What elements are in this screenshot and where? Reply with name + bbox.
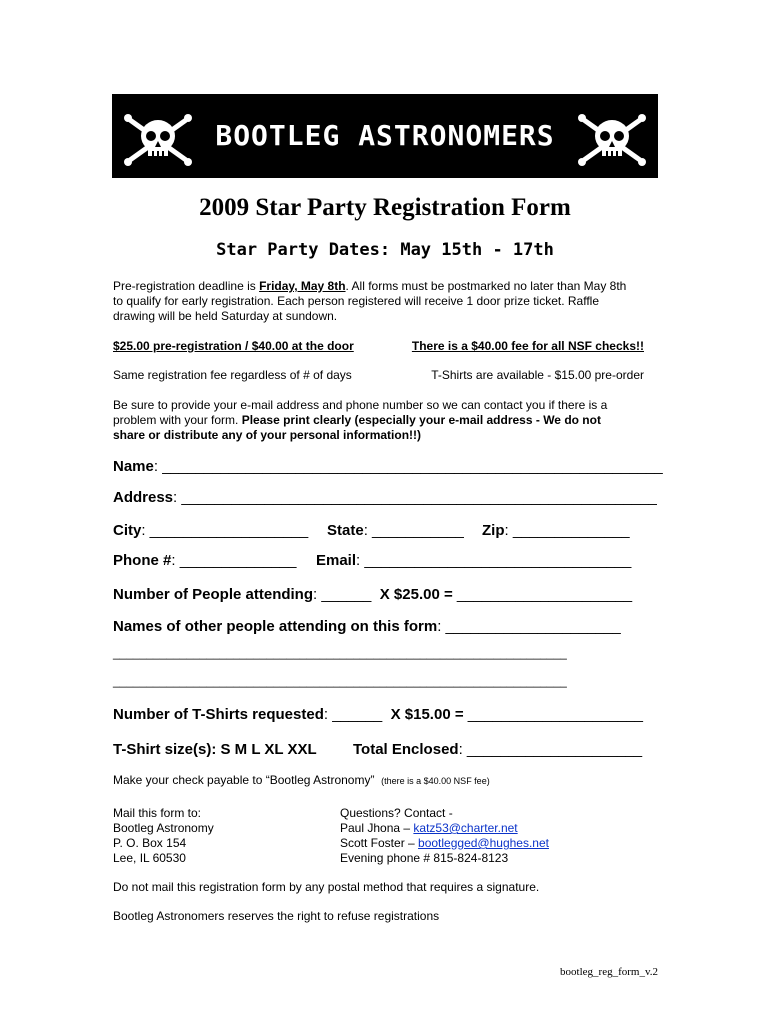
email-label: Email (316, 552, 357, 569)
contact-note-line-3: share or distribute any of your personal information!!) (113, 428, 422, 442)
city-field[interactable] (113, 522, 308, 539)
payable-note (113, 773, 490, 789)
contact-1-name: Paul Jhona – (340, 821, 414, 835)
skull-crossbones-logo-right (572, 96, 652, 176)
other-names-label: Names of other people attending on this form (113, 618, 438, 635)
people-calc: X $25.00 = (379, 586, 457, 603)
contact-2-name: Scott Foster – (340, 836, 419, 850)
total-label: Total Enclosed (353, 741, 459, 758)
contact-1 (340, 821, 518, 836)
address-field[interactable] (113, 489, 657, 506)
state-field[interactable] (327, 522, 464, 539)
contact-2-email-link[interactable]: bootlegged@hughes.net (418, 836, 549, 850)
email-blank[interactable]: : ________________________________ (356, 552, 632, 569)
nsf-fee: There is a $40.00 fee for all NSF checks!! (411, 339, 644, 353)
print-clearly-note: Please print clearly (especially your e-mail address - We do not (241, 413, 601, 427)
name-label: Name (113, 458, 154, 475)
phone-blank[interactable]: : ______________ (171, 552, 297, 569)
header-banner (112, 94, 658, 178)
city-blank[interactable]: : ___________________ (141, 522, 309, 539)
name-blank[interactable]: : ____________________________________________________________ (153, 458, 663, 475)
contact-note-text: problem with your form. (113, 413, 242, 427)
zip-field[interactable] (482, 522, 630, 539)
people-attending-field[interactable] (113, 586, 632, 603)
evening-phone: Evening phone # 815-824-8123 (340, 851, 509, 865)
tshirts-calc: X $15.00 = (390, 706, 468, 723)
contact-note-line-2 (113, 413, 601, 428)
mail-line-4: Lee, IL 60530 (113, 851, 186, 865)
intro-line-3: drawing will be held Saturday at sundown. (113, 309, 338, 323)
people-blank[interactable]: : ______ (313, 586, 372, 603)
other-names-line-3[interactable]: ____________________________________________________________________ (113, 674, 567, 688)
nsf-note: (there is a $40.00 NSF fee) (381, 776, 490, 786)
tshirt-availability: T-Shirts are available - $15.00 pre-order (431, 368, 644, 382)
intro-line-1 (113, 279, 626, 294)
contact-note-line-1: Be sure to provide your e-mail address and phone number so we can contact you if there is a (113, 398, 608, 412)
intro-text: . All forms must be postmarked no later than May 8th (345, 279, 627, 293)
name-field[interactable] (113, 458, 663, 475)
tshirt-size-field[interactable]: T-Shirt size(s): S M L XL XXL (113, 741, 317, 758)
state-label: State (327, 522, 364, 539)
address-blank[interactable]: : _________________________________________________________ (173, 489, 657, 506)
skull-crossbones-logo-left (118, 96, 198, 176)
mail-line-3: P. O. Box 154 (113, 836, 187, 850)
mail-line-2: Bootleg Astronomy (113, 821, 214, 835)
intro-text: Pre-registration deadline is (113, 279, 260, 293)
no-signature-note: Do not mail this registration form by any postal method that requires a signature. (113, 880, 540, 894)
zip-blank[interactable]: : ______________ (504, 522, 630, 539)
questions-heading: Questions? Contact - (340, 806, 453, 820)
banner-title: BOOTLEG ASTRONOMERS (215, 119, 555, 152)
intro-line-2: to qualify for early registration. Each person registered will receive 1 door prize ticket. Raffle (113, 294, 600, 308)
prereg-fee: $25.00 pre-registration / $40.00 at the door (113, 339, 354, 353)
people-label: Number of People attending (113, 586, 314, 603)
other-names-field[interactable] (113, 618, 621, 635)
star-party-dates: Star Party Dates: May 15th - 17th (216, 240, 554, 260)
phone-field[interactable] (113, 552, 297, 569)
address-label: Address (113, 489, 174, 506)
total-enclosed-field[interactable] (353, 741, 642, 758)
deadline-date: Friday, May 8th (259, 279, 346, 293)
state-blank[interactable]: : ___________ (363, 522, 464, 539)
form-title: 2009 Star Party Registration Form (199, 194, 571, 221)
mail-line-1: Mail this form to: (113, 806, 202, 820)
refuse-note: Bootleg Astronomers reserves the right to refuse registrations (113, 909, 440, 923)
document-id: bootleg_reg_form_v.2 (560, 966, 658, 978)
tshirts-total-blank[interactable]: _____________________ (467, 706, 643, 723)
contact-2 (340, 836, 549, 851)
phone-label: Phone # (113, 552, 172, 569)
email-field[interactable] (316, 552, 631, 569)
other-names-blank[interactable]: : _____________________ (437, 618, 621, 635)
tshirts-blank[interactable]: : ______ (323, 706, 383, 723)
tshirts-requested-field[interactable] (113, 706, 643, 723)
city-label: City (113, 522, 142, 539)
contact-1-email-link[interactable]: katz53@charter.net (413, 821, 518, 835)
tshirts-label: Number of T-Shirts requested (113, 706, 324, 723)
total-blank[interactable]: : _____________________ (458, 741, 643, 758)
other-names-line-2[interactable]: ____________________________________________________________________ (113, 646, 567, 660)
payable-text: Make your check payable to “Bootleg Astronomy” (113, 773, 375, 787)
same-fee-note: Same registration fee regardless of # of days (113, 368, 352, 382)
people-total-blank[interactable]: _____________________ (456, 586, 633, 603)
zip-label: Zip (482, 522, 505, 539)
